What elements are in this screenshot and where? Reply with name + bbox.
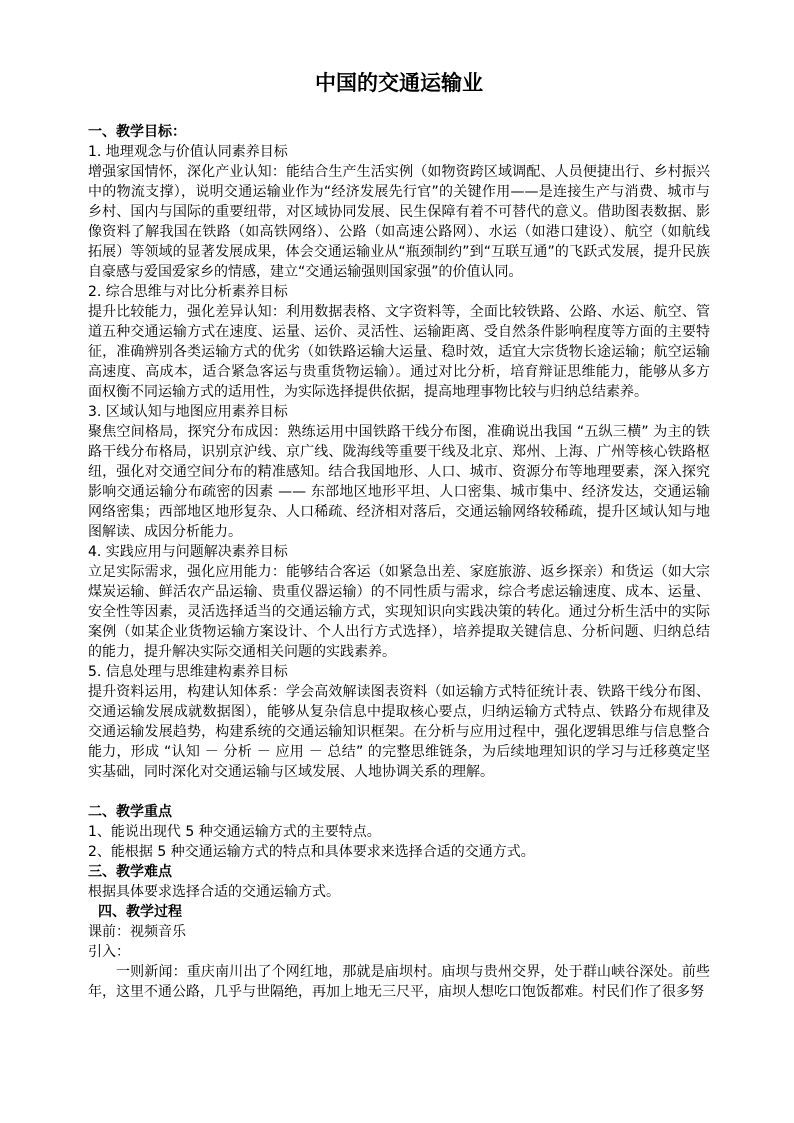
document-title: 中国的交通运输业 <box>315 71 483 95</box>
heading-teaching-difficulties: 三、教学难点 <box>88 864 172 880</box>
goal-2-body: 提升比较能力，强化差异认知：利用数据表格、文字资料等，全面比较铁路、公路、水运、航空、管道五种交通运输方式在速度、运量、运价、灵活性、运输距离、受自然条件影响程度等方面的主要特征，准确辨别各类运输方式的优劣（如铁路运输大运量、稳时效，适宜大宗货物长途运输；航空运输高速度、高成本，适合紧急客运与贵重货物运输）。通过对比分析，培育辩证思维能力，能够从多方面权衡不同运输方式的适用性，为实际选择提供依据，提高地理事物比较与归纳总结素养。 <box>88 304 710 400</box>
goal-5-title: 5. 信息处理与思维建构素养目标 <box>88 664 288 680</box>
difficulty-text: 根据具体要求选择合适的交通运输方式。 <box>88 884 340 900</box>
pre-class-line: 课前：视频音乐 <box>88 924 186 940</box>
heading-teaching-process: 四、教学过程 <box>98 904 182 920</box>
goal-4-body: 立足实际需求，强化应用能力：能够结合客运（如紧急出差、家庭旅游、返乡探亲）和货运（如大宗煤炭运输、鲜活农产品运输、贵重仪器运输）的不同性质与需求，综合考虑运输速度、成本、运量、安全性等因素，灵活选择适当的交通运输方式，实现知识向实践决策的转化。通过分析生活中的实际案例（如某企业货物运输方案设计、个人出行方式选择），培养提取关键信息、分析问题、归纳总结的能力，提升解决实际交通相关问题的实践素养。 <box>88 564 710 660</box>
goal-4-title: 4. 实践应用与问题解决素养目标 <box>88 544 288 560</box>
intro-news-paragraph: 一则新闻：重庆南川出了个网红地，那就是庙坝村。庙坝与贵州交界，处于群山峡谷深处。前些年，这里不通公路，几乎与世隔绝，再加上地无三尺平，庙坝人想吃口饱饭都难。村民们作了很多努 <box>88 964 710 1000</box>
goal-3-body: 聚焦空间格局，探究分布成因：熟练运用中国铁路干线分布图，准确说出我国 “五纵三横” 为主的铁路干线分布格局，识别京沪线、京广线、陇海线等重要干线及北京、郑州、上海、广州等核心铁路枢纽，强化对交通空间分布的精准感知。结合我国地形、人口、城市、资源分布等地理要素，深入探究影响交通运输分布疏密的因素 —— 东部地区地形平坦、人口密集、城市集中、经济发达，交通运输网络密集；西部地区地形复杂、人口稀疏、经济相对落后，交通运输网络较稀疏，提升区域认知与地图解读、成因分析能力。 <box>88 424 710 540</box>
key-point-1: 1、能说出现代 5 种交通运输方式的主要特点。 <box>88 824 381 840</box>
heading-teaching-key-points: 二、教学重点 <box>88 804 172 820</box>
blank-line <box>88 782 710 802</box>
heading-teaching-objectives: 一、教学目标： <box>88 124 186 140</box>
intro-label: 引入： <box>88 944 130 960</box>
goal-2-title: 2. 综合思维与对比分析素养目标 <box>88 284 288 300</box>
goal-1-body: 增强家国情怀，深化产业认知：能结合生产生活实例（如物资跨区域调配、人员便捷出行、乡村振兴中的物流支撑），说明交通运输业作为“经济发展先行官”的关键作用——是连接生产与消费、城市与乡村、国内与国际的重要纽带，对区域协同发展、民生保障有着不可替代的意义。借助图表数据、影像资料了解我国在铁路（如高铁网络）、公路（如高速公路网）、水运（如港口建设）、航空（如航线拓展）等领域的显著发展成果，体会交通运输业从“瓶颈制约”到“互联互通”的飞跃式发展，提升民族自豪感与爱国爱家乡的情感，建立“交通运输强则国家强”的价值认同。 <box>88 164 710 280</box>
goal-5-body: 提升资料运用，构建认知体系：学会高效解读图表资料（如运输方式特征统计表、铁路干线分布图、交通运输发展成就数据图），能够从复杂信息中提取核心要点，归纳运输方式特点、铁路分布规律及交通运输发展趋势，构建系统的交通运输知识框架。在分析与应用过程中，强化逻辑思维与信息整合能力，形成 “认知 － 分析 － 应用 － 总结” 的完整思维链条，为后续地理知识的学习与迁移奠定坚实基础，同时深化对交通运输与区域发展、人地协调关系的理解。 <box>88 684 710 780</box>
goal-1-title: 1. 地理观念与价值认同素养目标 <box>88 144 288 160</box>
goal-3-title: 3. 区域认知与地图应用素养目标 <box>88 404 288 420</box>
key-point-2: 2、能根据 5 种交通运输方式的特点和具体要求来选择合适的交通方式。 <box>88 844 535 860</box>
